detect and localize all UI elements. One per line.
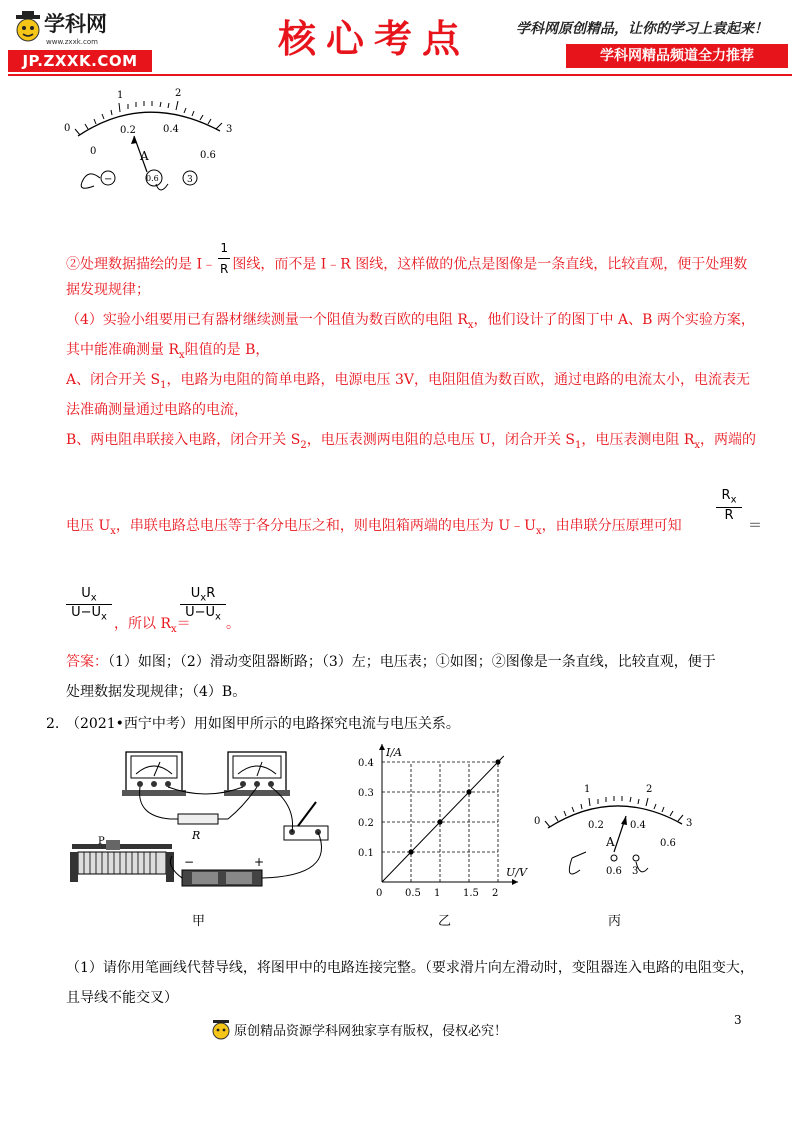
frac-rx-over-r	[716, 488, 742, 523]
caption-jia: 甲	[192, 914, 206, 929]
option-b-1c-sub: x	[694, 439, 701, 451]
meter-top-sub-3: 0.6	[200, 150, 216, 161]
para-4-b2: 阻值的是 B，	[184, 342, 270, 358]
f2-den-sub: x	[215, 611, 221, 623]
battery-minus: −	[184, 855, 195, 869]
footer-text: 原创精品资源学科网独家享有版权，侵权必究！	[234, 1024, 508, 1039]
para-4-cont	[66, 340, 269, 366]
header	[0, 0, 800, 80]
para-4-b: 其中能准确测量 R	[66, 342, 179, 358]
option-b-1: B、两电阻串联接入电路，闭合开关 S	[66, 432, 301, 448]
iu-chart	[356, 742, 536, 902]
data-point-2	[466, 789, 471, 794]
data-point-3	[495, 759, 500, 764]
answer-line-2: 处理数据发现规律；（4）B。	[66, 684, 247, 700]
meter-bottom-sub-3: 0.6	[660, 838, 676, 849]
option-b-line-1	[66, 430, 756, 456]
x-tick-0: 0	[376, 888, 383, 899]
question-2-part-1-line-2: 且导线不能交叉）	[66, 990, 178, 1006]
meter-bottom-terminal-06: 0.6	[606, 866, 622, 877]
y-axis-label: I/A	[386, 746, 402, 759]
frac-rx-num: R	[721, 488, 731, 503]
para-4	[66, 310, 755, 336]
para-2-text-a: ②处理数据描绘的是 I﹣	[66, 256, 216, 273]
x-tick-2: 1	[434, 888, 441, 899]
f1-den: U−U	[71, 604, 101, 620]
answer-text-1: （1）如图；（2）滑动变阻器断路；（3）左；电压表；①如图；②图像是一条直线，比较直观，便于	[108, 654, 716, 670]
meter-top-terminal-minus: −	[104, 174, 113, 185]
f2-num-sub: x	[200, 592, 207, 604]
meter-bottom-tick-1: 1	[584, 784, 591, 795]
answer-line-1	[66, 652, 716, 672]
header-slogan: 学科网原创精品，让你的学习上袁起来！	[516, 21, 768, 37]
meter-top-sub-0: 0	[90, 146, 97, 157]
x-tick-1: 0.5	[405, 888, 421, 899]
meter-top-label: A	[140, 149, 149, 163]
option-b-2b-sub: x	[535, 525, 542, 537]
caption-bing: 丙	[608, 914, 622, 929]
meter-top-tick-0: 0	[64, 123, 71, 134]
data-point-0	[408, 849, 413, 854]
frac-rx-den: R	[716, 507, 742, 523]
page-number: 3	[734, 1013, 742, 1027]
option-b-2-sub: x	[110, 525, 116, 537]
option-b-1c: ，电压表测电阻 R	[581, 432, 695, 448]
para-2-cont: 据发现规律；	[66, 282, 150, 298]
mascot-icon	[12, 10, 44, 48]
ammeter-diagram-bottom	[526, 782, 706, 892]
series-line	[382, 756, 504, 882]
resistor	[170, 814, 228, 842]
logo-url: www.zxxk.com	[46, 38, 98, 46]
y-tick-0: 0.1	[358, 848, 374, 859]
para-4-a2: ，他们设计了的图丁中 A、B 两个实验方案，	[473, 312, 755, 328]
meter-bottom-tick-0: 0	[534, 816, 541, 827]
f1-den-sub: x	[101, 611, 107, 623]
fraction-uxr	[180, 586, 226, 622]
f2-den: U−U	[185, 604, 215, 620]
x-tick-3: 1.5	[463, 888, 479, 899]
meter-bottom-label: A	[606, 835, 615, 849]
meter-top-tick-3: 3	[226, 124, 233, 135]
mascot-icon	[210, 1016, 232, 1044]
x-tick-4: 2	[492, 888, 499, 899]
data-point-1	[437, 819, 442, 824]
x-axis-label: U/V	[506, 866, 527, 879]
option-b-1-sub: 2	[300, 439, 307, 451]
caption-yi: 乙	[438, 914, 452, 929]
option-a-1: A、闭合开关 S	[66, 372, 161, 388]
meter-top-sub-2: 0.4	[163, 124, 179, 135]
f2-num: U	[190, 586, 201, 601]
para-2	[66, 241, 748, 285]
option-a-line-1	[66, 370, 750, 396]
option-b-line-2	[66, 516, 682, 542]
option-b-2c: ，由串联分压原理可知	[541, 518, 682, 534]
y-tick-3: 0.4	[358, 758, 374, 769]
period: 。	[226, 616, 240, 632]
frac-rx-num-sub: x	[730, 494, 737, 506]
mid-text: ，所以 R	[114, 616, 171, 632]
meter-top-tick-1: 1	[117, 90, 124, 101]
option-b-2b: ，串联电路总电压等于各分电压之和，则电阻箱两端的电压为 U﹣U	[115, 518, 536, 534]
f1-num: U	[81, 586, 91, 601]
option-b-2: 电压 U	[66, 518, 111, 534]
y-tick-1: 0.2	[358, 818, 374, 829]
meter-bottom-sub-1: 0.2	[588, 820, 604, 831]
question-2-part-1-line-1: （1）请你用笔画线代替导线，将图甲中的电路连接完整。（要求滑片向左滑动时，变阻器连入电路的电阻变大，	[66, 960, 754, 976]
para-4-a: （4）实验小组要用已有器材继续测量一个阻值为数百欧的电阻 R	[66, 312, 468, 328]
logo-text: 学科网	[44, 12, 107, 36]
question-2-number: 2.	[46, 716, 60, 732]
rheostat-label: P	[98, 836, 105, 847]
voltmeter-box	[224, 752, 290, 796]
para-2-text-b: 图线，而不是 I﹣R 图线，这样做的优点是图像是一条直线，比较直观，便于处理数	[232, 256, 748, 273]
page-title: 核心考点	[278, 16, 471, 61]
mid-eq: ＝	[176, 616, 191, 632]
option-b-1b-sub: 1	[575, 439, 582, 451]
meter-top-tick-2: 2	[175, 88, 182, 99]
switch	[284, 802, 328, 840]
battery	[182, 855, 264, 886]
resistor-label: R	[192, 829, 201, 842]
y-axis-arrow	[379, 744, 385, 750]
option-b-1b: ，电压表测两电阻的总电压 U，闭合开关 S	[306, 432, 576, 448]
header-banner: 学科网精品频道全力推荐	[566, 44, 788, 68]
rheostat	[70, 836, 174, 882]
header-divider	[8, 74, 792, 76]
f1-num-sub: x	[90, 592, 97, 604]
ammeter-diagram-top	[60, 86, 240, 201]
footer	[210, 1016, 590, 1046]
mid-sub: x	[171, 623, 177, 635]
question-2-text: （2021•西宁中考）用如图甲所示的电路探究电流与电压关系。	[66, 716, 460, 732]
meter-bottom-sub-2: 0.4	[630, 820, 646, 831]
equals-sign-1: ＝	[748, 518, 762, 534]
meter-bottom-tick-2: 2	[646, 784, 653, 795]
para-4-a-sub: x	[467, 319, 474, 331]
option-a-1b: ，电路为电阻的简单电路，电源电压 3V，电阻阻值为数百欧，通过电路的电流太小，电流表无	[166, 372, 750, 388]
option-a-1-sub: 1	[160, 379, 167, 391]
frac-1-den: R	[218, 258, 230, 279]
option-b-1d: ，两端的	[700, 432, 757, 448]
meter-bottom-terminal-3: 3	[632, 866, 639, 877]
meter-bottom-tick-3: 3	[686, 818, 693, 829]
fraction-ux	[66, 586, 112, 622]
meter-top-terminal-06: 0.6	[146, 174, 159, 183]
meter-top-sub-1: 0.2	[120, 125, 136, 136]
site-badge[interactable]: JP.ZXXK.COM	[8, 50, 152, 72]
y-tick-2: 0.3	[358, 788, 374, 799]
frac-1-num: 1	[220, 241, 228, 255]
battery-plus: +	[254, 855, 265, 869]
option-a-line-2: 法准确测量通过电路的电流，	[66, 402, 248, 418]
circuit-diagram	[66, 746, 336, 896]
answer-label: 答案：	[66, 654, 108, 670]
para-4-b-sub: x	[179, 349, 185, 361]
f2-num2: R	[206, 586, 216, 601]
x-axis-arrow	[512, 879, 518, 885]
meter-top-terminal-3: 3	[187, 175, 193, 185]
